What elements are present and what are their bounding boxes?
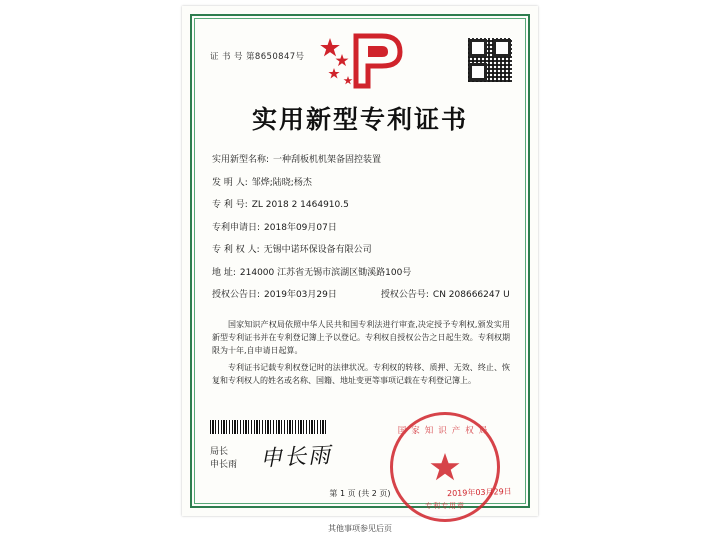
field-label-application-date: 专利申请日: [212, 222, 261, 233]
handwritten-signature: 申长雨 [259, 443, 333, 472]
certificate-fields [212, 152, 512, 310]
field-row [212, 265, 512, 278]
field-value-name: 一种刮板机机架备固控装置 [273, 155, 382, 165]
field-value-patentee: 无锡中诺环保设备有限公司 [263, 245, 372, 255]
signatory-title [210, 446, 237, 472]
patent-office-emblem-icon [312, 32, 408, 90]
field-row-grant [212, 287, 512, 300]
page-indicator: 第 1 页 (共 2 页) [329, 489, 391, 498]
field-row [212, 175, 512, 188]
signatory-title-line1: 局长 [210, 447, 229, 457]
signatory-title-line2: 申长雨 [210, 460, 238, 471]
field-value-grant-date: 2019年03月29日 [264, 290, 337, 300]
field-row [212, 152, 512, 165]
footer-note: 其他事项参见后页 [328, 524, 392, 533]
field-label-grant-number: 授权公告号: [380, 290, 429, 300]
field-row [212, 197, 512, 210]
field-value-inventors: 邹烨;陆晓;杨杰 [251, 177, 312, 188]
qr-code-icon [468, 38, 512, 82]
field-label-grant-date: 授权公告日: [212, 290, 261, 300]
certificate-number: 证 书 号 第8650847号 [210, 52, 305, 62]
page-title: 实用新型专利证书 [251, 105, 468, 134]
qr-finder-bottom-left [469, 63, 487, 81]
field-label-name: 实用新型名称: [212, 155, 270, 165]
field-row [212, 220, 512, 233]
certificate-body-text [212, 318, 510, 390]
body-paragraph: 国家知识产权局依照中华人民共和国专利法进行审查,决定授予专利权,颁发实用新型专利证书并在专利登记簿上予以登记。专利权自授权公告之日起生效。专利权期限为十年,自申请日起算。 [212, 320, 510, 356]
body-paragraph: 专利证书记载专利权登记时的法律状况。专利权的转移、质押、无效、终止、恢复和专利权人的姓名或名称、国籍、地址变更等事项记载在专利登记簿上。 [212, 362, 510, 385]
field-label-patentee: 专 利 权 人: [212, 245, 260, 255]
seal-star-icon [430, 452, 460, 482]
patent-certificate-document [182, 6, 538, 516]
barcode-icon [210, 420, 328, 434]
field-value-address: 214000 江苏省无锡市滨湖区锄溪路100号 [239, 267, 412, 278]
field-label-inventors: 发 明 人: [212, 177, 248, 188]
official-seal [390, 412, 500, 522]
seal-text-top: 国家知识产权局 [397, 426, 493, 436]
field-value-patent-number: ZL 2018 2 1464910.5 [251, 200, 349, 210]
seal-date: 2019年03月29日 [447, 486, 513, 499]
field-value-application-date: 2018年09月07日 [264, 222, 337, 233]
field-label-address: 地 址: [212, 267, 236, 278]
field-label-patent-number: 专 利 号: [212, 200, 248, 210]
field-value-grant-number: CN 208666247 U [432, 290, 510, 300]
seal-text-bottom: 专利专用章 [425, 502, 465, 510]
field-row [212, 242, 512, 255]
